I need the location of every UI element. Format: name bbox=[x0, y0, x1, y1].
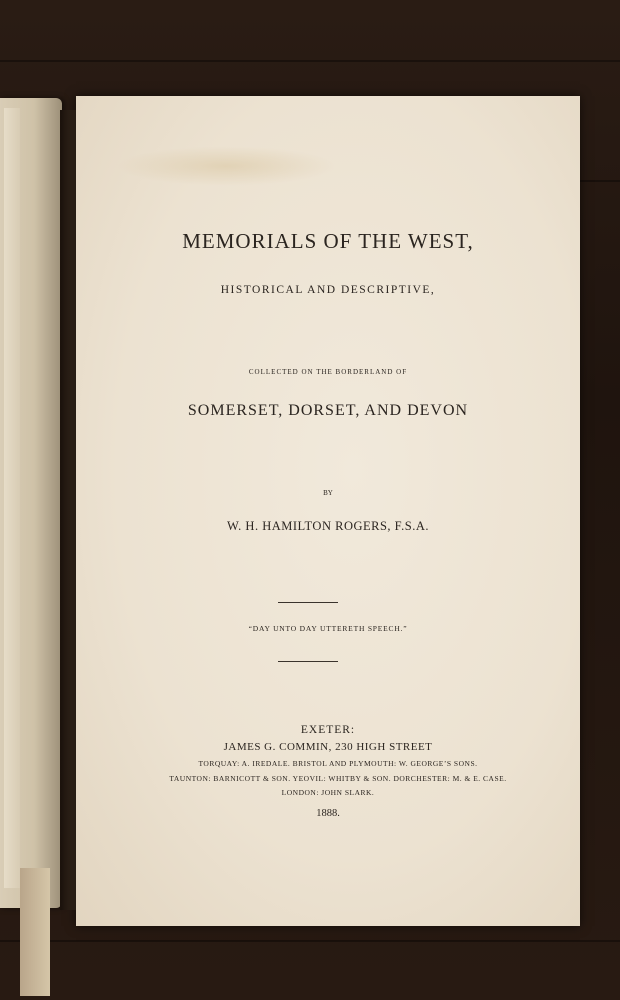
left-page-edge bbox=[4, 108, 20, 888]
imprint-publisher: JAMES G. COMMIN, 230 HIGH STREET bbox=[223, 741, 433, 753]
book-subtitle: HISTORICAL AND DESCRIPTIVE, bbox=[220, 284, 436, 296]
table-grain bbox=[0, 60, 620, 62]
divider-rule bbox=[278, 602, 338, 603]
left-facing-page bbox=[0, 98, 62, 908]
book-title: MEMORIALS OF THE WEST, bbox=[182, 229, 474, 253]
motto: “DAY UNTO DAY UTTERETH SPEECH.” bbox=[248, 624, 408, 633]
imprint-year: 1888. bbox=[316, 808, 340, 819]
foxing-stain bbox=[116, 146, 336, 186]
imprint-agents: TAUNTON: BARNICOTT & SON. YEOVIL: WHITBY & SON. DORCHESTER: M. & E. CASE. bbox=[169, 774, 507, 783]
collected-line: COLLECTED ON THE BORDERLAND OF bbox=[248, 368, 408, 376]
divider-rule bbox=[278, 661, 338, 662]
table-grain bbox=[0, 940, 620, 942]
imprint-agents: TORQUAY: A. IREDALE. BRISTOL AND PLYMOUTH: W. GEORGE’S SONS. bbox=[198, 759, 478, 768]
counties-line: SOMERSET, DORSET, AND DEVON bbox=[187, 402, 469, 419]
author-name: W. H. HAMILTON ROGERS, F.S.A. bbox=[227, 519, 429, 533]
imprint-city: EXETER: bbox=[300, 724, 356, 736]
imprint-agents: LONDON: JOHN SLARK. bbox=[281, 788, 375, 797]
by-line: BY bbox=[323, 489, 333, 497]
title-page bbox=[76, 96, 580, 926]
gilt-edge bbox=[20, 868, 50, 996]
